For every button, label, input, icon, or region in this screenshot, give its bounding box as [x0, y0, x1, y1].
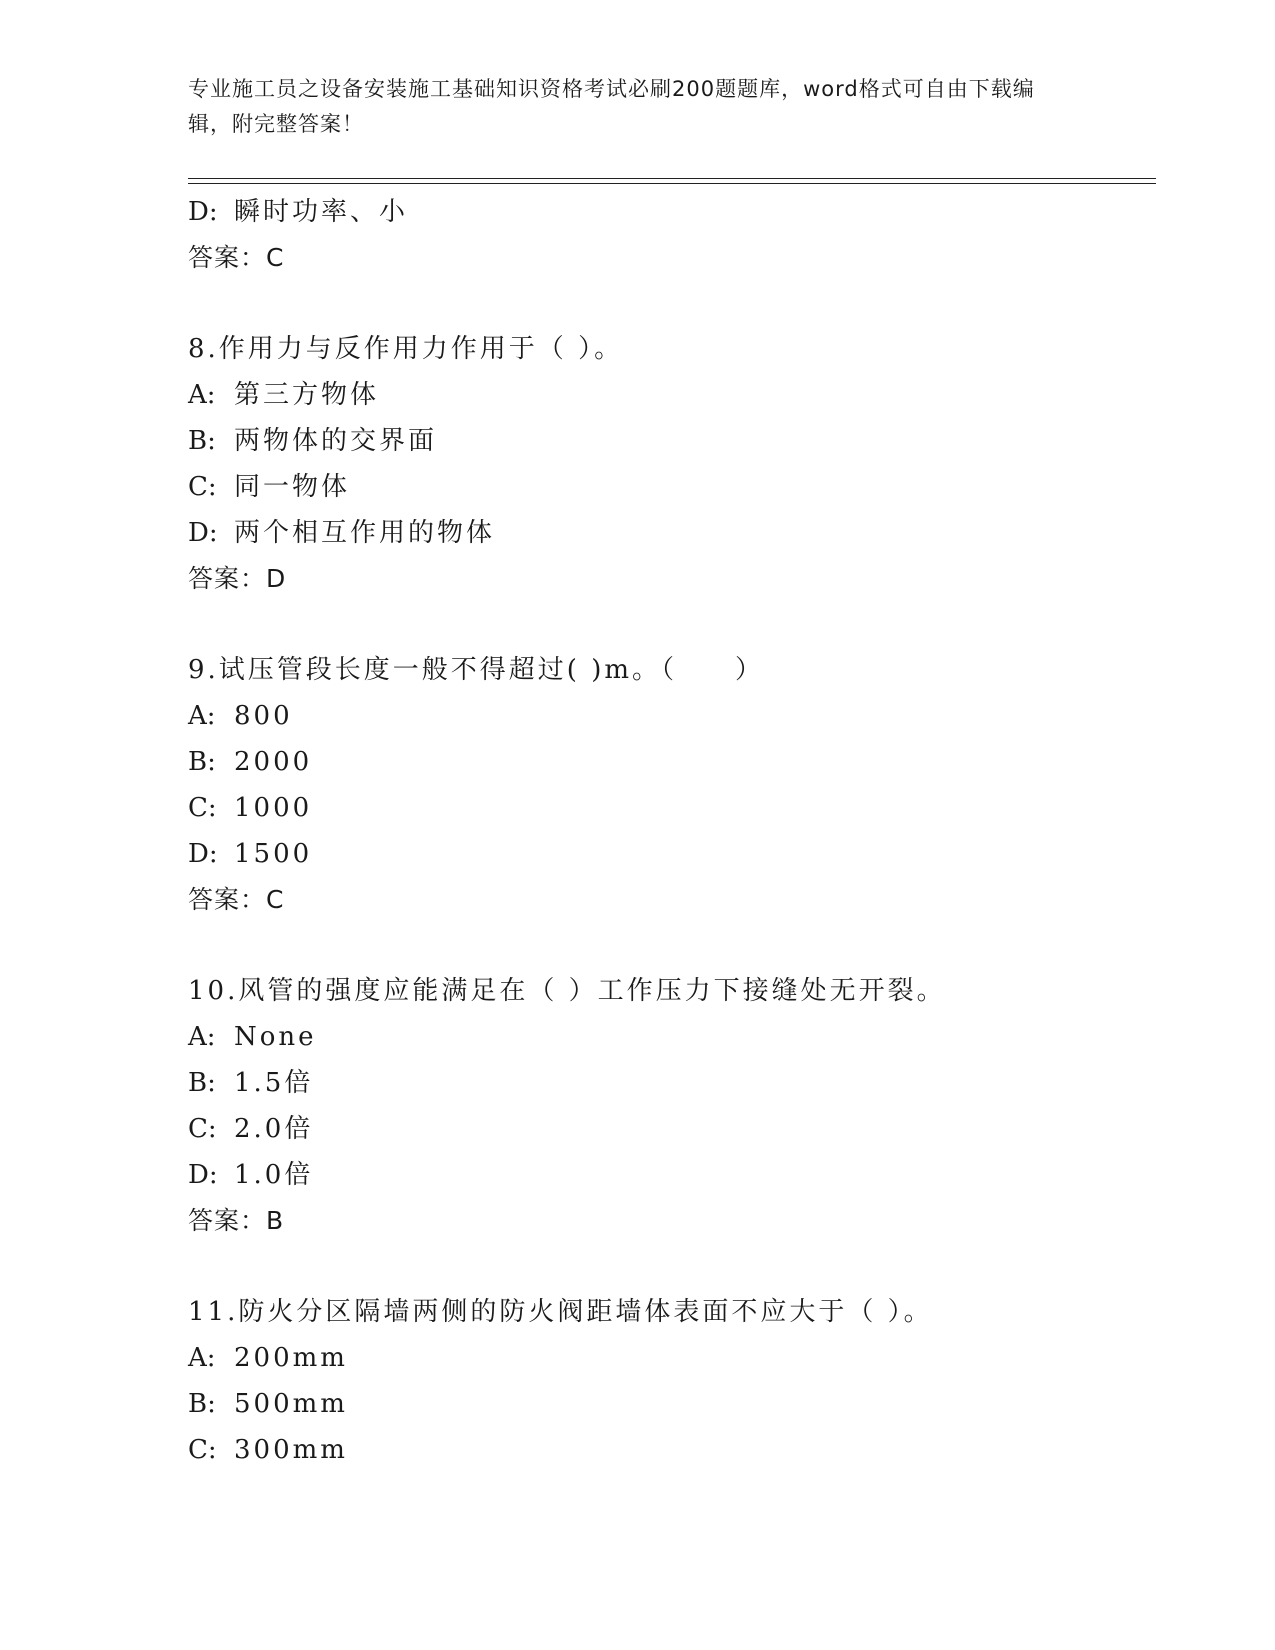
option-prefix: A: — [188, 1343, 216, 1373]
option-prefix: A: — [188, 1022, 216, 1052]
option-text: None — [234, 1022, 317, 1052]
answer-line: 答案：C — [188, 885, 285, 914]
option-b — [188, 418, 1148, 464]
question-title: 8.作用力与反作用力作用于（ ）。 — [188, 334, 624, 364]
option-d — [188, 831, 1148, 877]
option-text: 2.0倍 — [234, 1114, 314, 1144]
option-text: 瞬时功率、小 — [234, 197, 409, 227]
option-prefix: D: — [188, 839, 218, 869]
option-text: 1500 — [234, 839, 313, 869]
option-prefix: A: — [188, 380, 216, 410]
option-text: 300mm — [234, 1435, 348, 1465]
option-c — [188, 1427, 1148, 1473]
answer-line: 答案：B — [188, 1206, 285, 1235]
option-c — [188, 785, 1148, 831]
option-a — [188, 693, 1148, 739]
option-text: 两个相互作用的物体 — [234, 518, 496, 548]
option-b — [188, 1060, 1148, 1106]
answer-line: 答案：C — [188, 243, 285, 272]
option-prefix: C: — [188, 793, 217, 823]
option-b — [188, 739, 1148, 785]
option-prefix: D: — [188, 197, 218, 227]
option-text: 1000 — [234, 793, 313, 823]
option-text: 两物体的交界面 — [234, 426, 438, 456]
question-title: 10.风管的强度应能满足在（ ）工作压力下接缝处无开裂。 — [188, 976, 946, 1006]
option-prefix: B: — [188, 1389, 216, 1419]
option-prefix: C: — [188, 472, 217, 502]
question-list — [188, 189, 1148, 1473]
option-c — [188, 1106, 1148, 1152]
option-text: 第三方物体 — [234, 380, 380, 410]
answer-line: 答案：D — [188, 564, 287, 593]
question-title: 11.防火分区隔墙两侧的防火阀距墙体表面不应大于（ ）。 — [188, 1297, 933, 1327]
header-divider-top — [188, 178, 1156, 179]
option-a — [188, 372, 1148, 418]
document-header: 专业施工员之设备安装施工基础知识资格考试必刷200题题库，word格式可自由下载编辑，附完整答案！ — [188, 77, 1035, 136]
option-text: 800 — [234, 701, 293, 731]
option-prefix: C: — [188, 1114, 217, 1144]
option-text: 1.5倍 — [234, 1068, 314, 1098]
option-d — [188, 510, 1148, 556]
header-divider-bottom — [188, 183, 1156, 184]
option-prefix: B: — [188, 426, 216, 456]
option-a — [188, 1335, 1148, 1381]
option-b — [188, 1381, 1148, 1427]
option-prefix: C: — [188, 1435, 217, 1465]
option-prefix: D: — [188, 518, 218, 548]
option-text: 同一物体 — [234, 472, 351, 502]
question-title: 9.试压管段长度一般不得超过( )m。（ ） — [188, 655, 765, 685]
option-prefix: A: — [188, 701, 216, 731]
option-prefix: B: — [188, 747, 216, 777]
option-c — [188, 464, 1148, 510]
option-text: 1.0倍 — [234, 1160, 314, 1190]
option-a — [188, 1014, 1148, 1060]
option-d — [188, 1152, 1148, 1198]
option-prefix: D: — [188, 1160, 218, 1190]
option-prefix: B: — [188, 1068, 216, 1098]
option-d — [188, 189, 1148, 235]
option-text: 500mm — [234, 1389, 348, 1419]
option-text: 2000 — [234, 747, 313, 777]
option-text: 200mm — [234, 1343, 348, 1373]
